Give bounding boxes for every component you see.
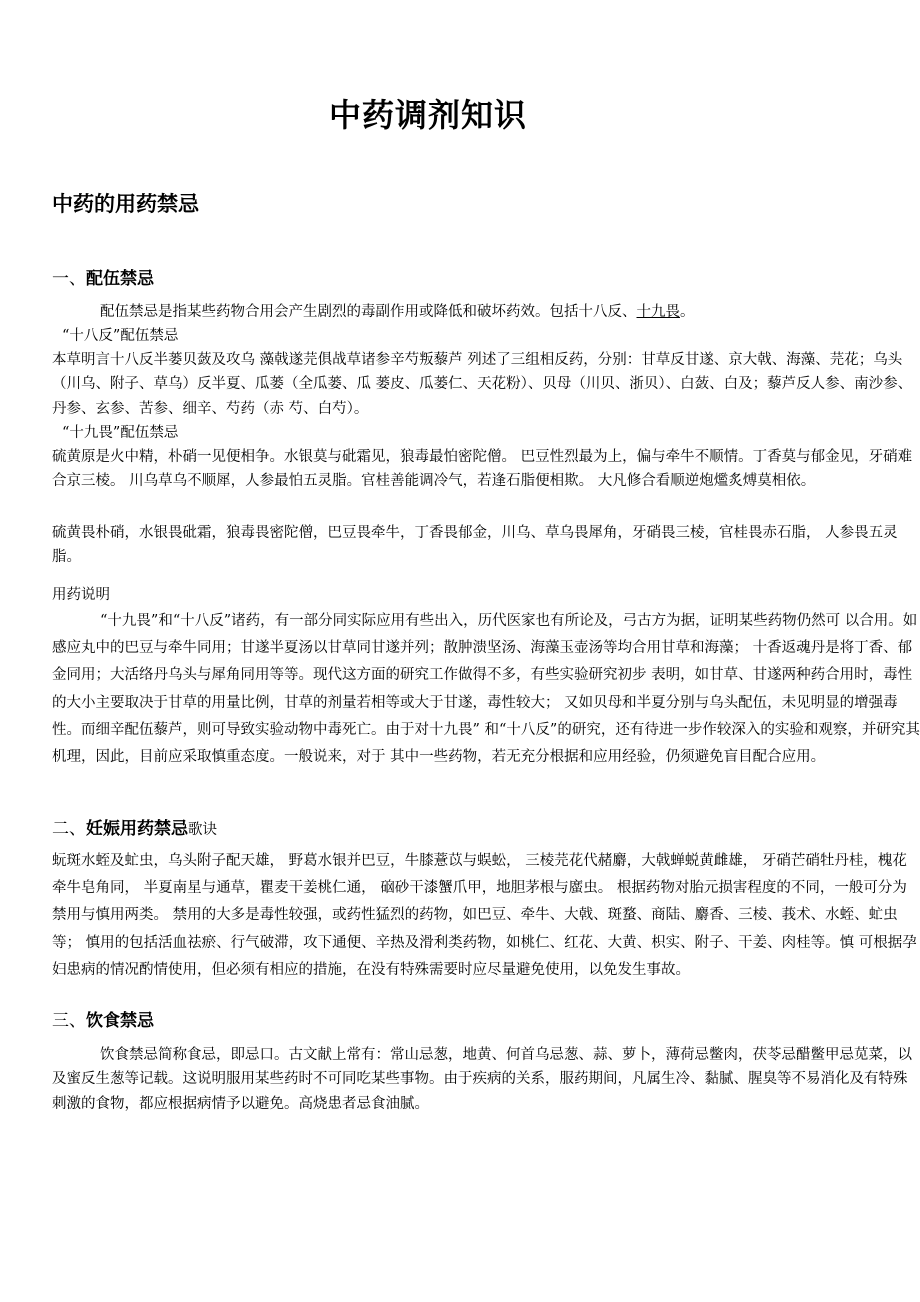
intro-end: 。 [680,304,695,320]
heading-text: 饮食禁忌 [86,1011,154,1031]
heading-suffix: 歌诀 [188,822,217,838]
heading-text: 配伍禁忌 [86,269,154,289]
usage-title: 用药说明 [52,587,110,603]
pregnancy-paragraph: 蚖斑水蛭及虻虫，乌头附子配天雄， 野葛水银并巴豆，牛膝薏苡与蜈蚣， 三棱芫花代赭麝，大戟蝉蜕黄雌雄， 牙硝芒硝牡丹桂，槐花牵牛皂角同， 半夏南星与通草，瞿麦干姜桃仁通， 硇砂干漆蟹爪甲，地胆茅根与䗪虫。 根据药物对胎元损害程度的不同，一般可分为禁用与慎用两类。 禁用的大多是毒性较强，或药性猛烈的药物，如巴豆、牵牛、大戟、斑蝥、商陆、麝香、三棱、莪术、水蛭、虻虫等； 慎用的包括活血祛瘀、行气破滞，攻下通便、辛热及滑利类药物，如桃仁、红花、大黄、枳实、附子、干姜、肉桂等。慎 可根据孕妇患病的情况酌情使用，但必须有相应的措施，在没有特殊需要时应尽量避免使用，以免发生事故。 [52,853,917,978]
heading-number: 三、 [52,1011,86,1031]
subheading-shijiuwei: “十九畏”配伍禁忌 [62,425,179,441]
shijiuwei-list-paragraph: 硫黄畏朴硝，水银畏砒霜，狼毒畏密陀僧，巴豆畏牵牛，丁香畏郁金，川乌、草乌畏犀角，牙硝畏三棱，官桂畏赤石脂， 人参畏五灵脂。 [52,525,898,566]
intro-text: 配伍禁忌是指某些药物合用会产生剧烈的毒副作用或降低和破坏药效。包括十八反、 [100,304,637,320]
intro-link: 十九畏 [636,304,680,320]
heading-pregnancy-taboo [52,814,217,839]
heading-number: 二、 [52,819,86,839]
heading-text: 妊娠用药禁忌 [86,819,188,839]
heading-diet-taboo [52,1006,154,1031]
diet-paragraph: 饮食禁忌简称食忌，即忌口。古文献上常有：常山忌葱，地黄、何首乌忌葱、蒜、萝卜，薄荷忌鳖肉，茯苓忌醋鳖甲忌苋菜，以及蜜反生葱等记载。这说明服用某些药时不可同吃某些事物。由于疾病的关系，服药期间，凡属生冷、黏腻、腥臭等不易消化及有特殊刺激的食物，都应根据病情予以避免。高烧患者忌食油腻。 [52,1047,912,1112]
shibafan-paragraph: 本草明言十八反半蒌贝蔹及攻乌 藻戟遂芫俱战草诸参辛芍叛藜芦 列述了三组相反药，分别：甘草反甘遂、京大戟、海藻、芫花；乌头（川乌、附子、草乌）反半夏、瓜蒌（全瓜蒌、瓜 蒌皮、瓜蒌仁、天花粉）、贝母（川贝、浙贝）、白蔹、白及；藜芦反人参、南沙参、丹参、玄参、苦参、细辛、芍药（赤 芍、白芍）。 [52,352,913,417]
subheading-shibafan: “十八反”配伍禁忌 [62,328,179,344]
heading-compatibility-taboo [52,264,154,289]
shijiuwei-song-paragraph: 硫黄原是火中精，朴硝一见便相争。水银莫与砒霜见，狼毒最怕密陀僧。 巴豆性烈最为上，偏与牵牛不顺情。丁香莫与郁金见，牙硝难合京三棱。 川乌草乌不顺犀，人参最怕五灵脂。官桂善能调冷气，若逢石脂便相欺。 大凡修合看顺逆炮爁炙煿莫相依。 [52,449,913,490]
usage-paragraph: “十九畏”和“十八反”诸药，有一部分同实际应用有些出入，历代医家也有所论及，弓古方为据，证明某些药物仍然可 以合用。如感应丸中的巴豆与牵牛同用；甘遂半夏汤以甘草同甘遂并列；散肿溃坚汤、海藻玉壶汤等均合用甘草和海藻； 十香返魂丹是将丁香、郁金同用；大活络丹乌头与犀角同用等等。现代这方面的研究工作做得不多，有些实验研究初步 表明，如甘草、甘遂两种药合用时，毒性的大小主要取决于甘草的用量比例，甘草的剂量若相等或大于甘遂，毒性较大； 又如贝母和半夏分别与乌头配伍，未见明显的增强毒性。而细辛配伍藜芦，则可导致实验动物中毒死亡。由于对十九畏” 和“十八反”的研究，还有待进一步作较深入的实验和观察，并研究其机理，因此，目前应采取慎重态度。一般说来，对于 其中一些药物，若无充分根据和应用经验，仍须避免盲目配合应用。 [52,613,920,766]
intro-paragraph [52,300,920,324]
heading-number: 一、 [52,269,86,289]
section-heading: 中药的用药禁忌 [52,192,199,216]
document-title: 中药调剂知识 [328,96,527,134]
